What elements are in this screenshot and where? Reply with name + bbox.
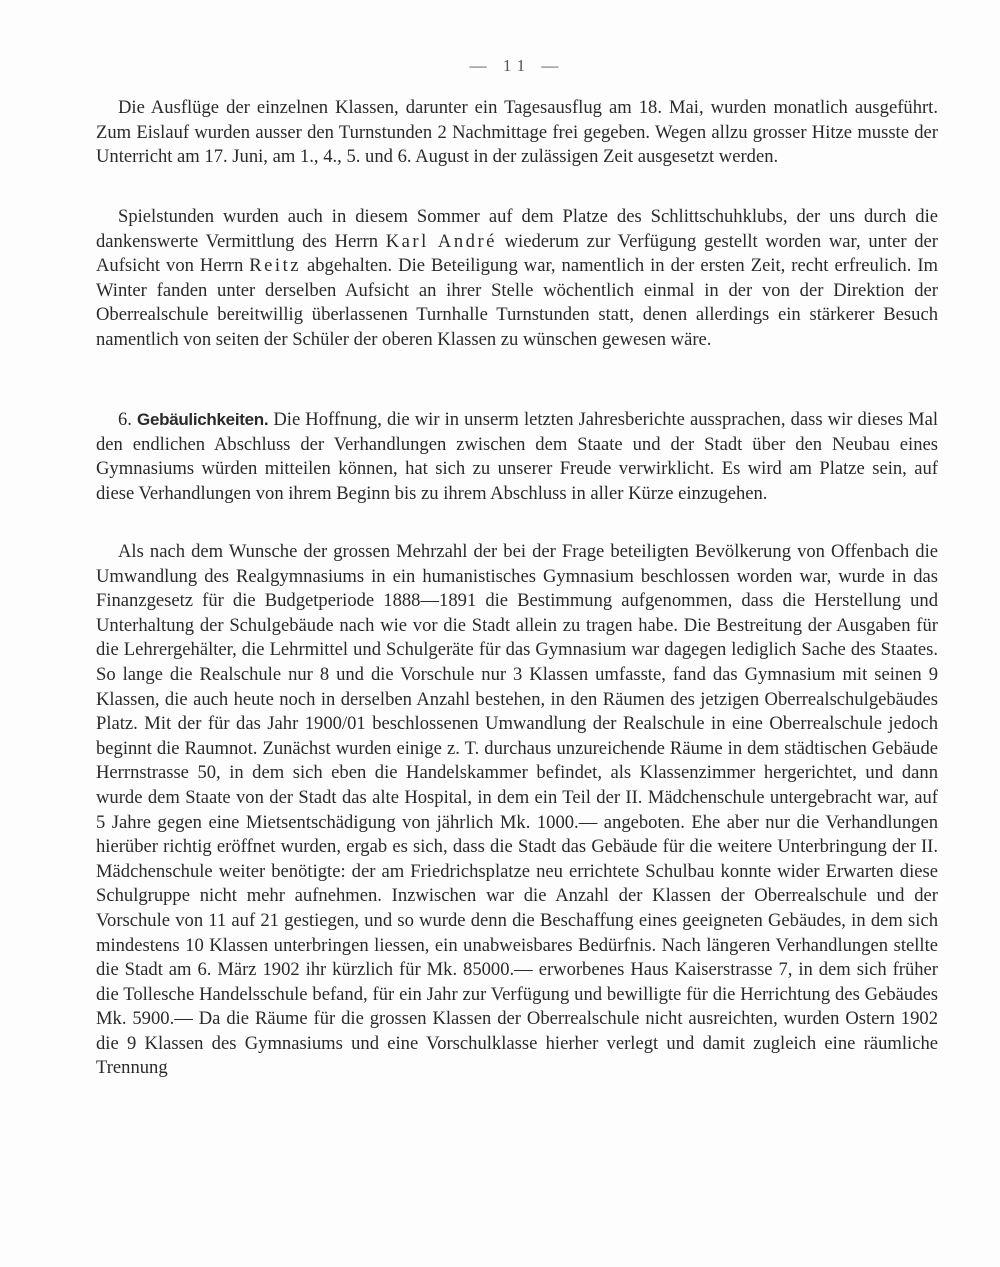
paragraph-buildings <box>96 408 938 506</box>
page-number: — 11 — <box>469 56 565 75</box>
person-name-karl-andre: Karl André <box>385 230 497 252</box>
paragraph-history <box>96 540 938 1081</box>
section-number: 6. <box>118 409 132 430</box>
paragraph-text-middle: wiederum zur Verfügung gestellt worden war, unter der Aufsicht von Herrn <box>96 230 938 277</box>
paragraph-text: Als nach dem Wunsche der grossen Mehrzahl der bei der Frage beteiligten Bevölkerung von Offenbach die Umwandlung des Realgymnasiums in ein humanistisches Gymnasium beschlossen worden war, wurde in das Finanzgesetz für die Budgetperiode 1888—1891 die Bestimmung aufgenommen, dass die Herstellung und Unterhaltung der Schulgebäude nach wie vor die Stadt allein zu tragen habe. Die Bestreitung der Ausgaben für die Lehrergehälter, die Lehrmittel und Schulgeräte für das Gymnasium war dagegen lediglich Sache des Staates. So lange die Realschule nur 8 und die Vorschule nur 3 Klassen umfasste, fand das Gymnasium mit seinen 9 Klassen, die auch heute noch in derselben Anzahl bestehen, in den Räumen des jetzigen Oberrealschulgebäudes Platz. Mit der für das Jahr 1900/01 beschlossenen Umwandlung der Realschule in eine Oberrealschule jedoch beginnt die Raumnot. Zunächst wurden einige z. T. durchaus unzureichende Räume in dem städtischen Gebäude Herrnstrasse 50, in dem sich eben die Handelskammer befindet, als Klassenzimmer hergerichtet, und dann wurde dem Staate von der Stadt das alte Hospital, in dem ein Teil der II. Mädchenschule untergebracht war, auf 5 Jahre gegen eine Mietsentschädigung von jährlich Mk. 1000.— angeboten. Ehe aber nur die Verhandlungen hierüber richtig eröffnet wurden, ergab es sich, dass die Stadt das Gebäude für die weitere Unterbringung der II. Mädchenschule weiter benötigte: der am Friedrichsplatze neu errichtete Schulbau konnte wider Erwarten diese Schulgruppe nicht mehr aufnehmen. Inzwischen war die Anzahl der Klassen der Oberrealschule und der Vorschule von 11 auf 21 gestiegen, und so wurde denn die Beschaffung eines geeigneten Gebäudes, in dem sich mindestens 10 Klassen unterbringen liessen, ein unabweisbares Bedürfnis. Nach längeren Verhandlungen stellte die Stadt am 6. März 1902 ihr kürzlich für Mk. 85000.— erworbenes Haus Kaiserstrasse 7, in dem sich früher die Tollesche Handelsschule befand, für ein Jahr zur Verfügung und bewilligte für die Herrichtung des Gebäudes Mk. 5900.— Da die Räume für die grossen Klassen der Oberrealschule nicht ausreichten, wurden Ostern 1902 die 9 Klassen des Gymnasiums und eine Vorschulklasse hierher verlegt und damit zugleich eine räumliche Trennung <box>96 541 938 1079</box>
person-name-reitz: Reitz <box>249 255 302 277</box>
paragraph-text: Die Hoffnung, die wir in unserm letzten Jahresberichte aussprachen, dass wir dieses Mal den endlichen Abschluss der Verhandlungen zwischen dem Staate und der Stadt über den Neubau eines Gymnasiums würden mitteilen können, hat sich zu unserer Freude verwirklicht. Es wird am Platze sein, auf diese Verhandlungen von ihrem Beginn bis zu ihrem Abschluss in aller Kürze einzugehen. <box>96 409 938 504</box>
paragraph-text-after: abgehalten. Die Beteiligung war, namentlich in der ersten Zeit, recht erfreulich. Im Winter fanden unter derselben Aufsicht an ihrer Stelle wöchentlich einmal in der von der Direktion der Oberrealschule bereitwillig überlassenen Turnhalle Turnstunden statt, denen allerdings ein stärkerer Besuch namentlich von seiten der Schüler der oberen Klassen zu wünschen gewesen wäre. <box>96 255 938 350</box>
paragraph-text-before: Spielstunden wurden auch in diesem Sommer auf dem Platze des Schlittschuhklubs, der uns durch die dankenswerte Vermittlung des Herrn <box>96 206 938 252</box>
paragraph-excursions <box>96 96 938 170</box>
section-heading: Gebäulichkeiten. <box>137 410 269 429</box>
paragraph-text: Die Ausflüge der einzelnen Klassen, darunter ein Tagesausflug am 18. Mai, wurden monatlich ausgeführt. Zum Eislauf wurden ausser den Turnstunden 2 Nachmittage frei gegeben. Wegen allzu grosser Hitze musste der Unterricht am 17. Juni, am 1., 4., 5. und 6. August in der zulässigen Zeit ausgesetzt werden. <box>96 97 938 168</box>
paragraph-play-hours <box>96 205 938 353</box>
